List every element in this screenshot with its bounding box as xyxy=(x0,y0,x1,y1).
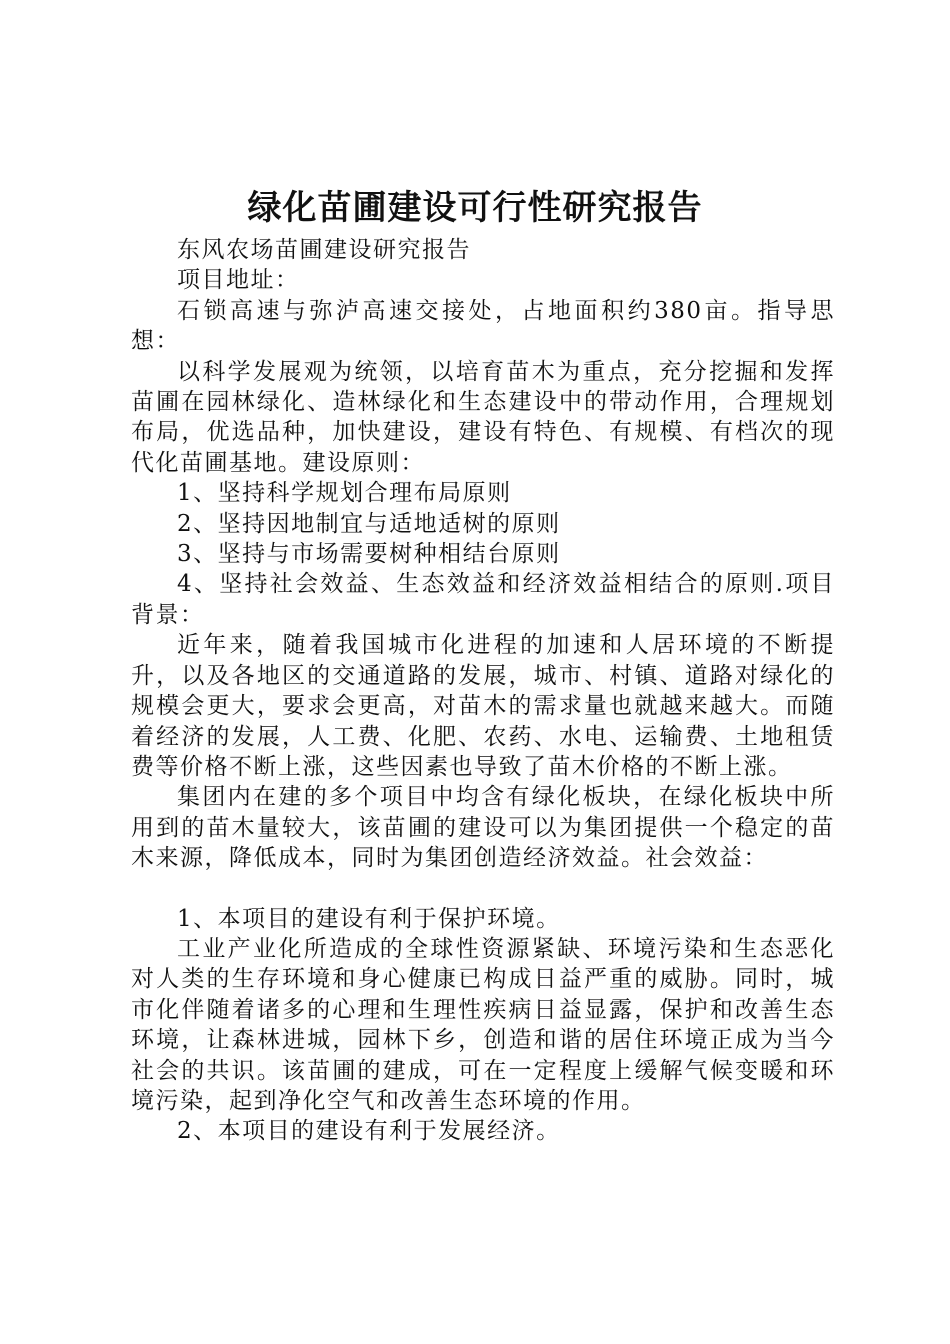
document-title: 绿化苗圃建设可行性研究报告 xyxy=(247,188,703,228)
paragraph: 以科学发展观为统领，以培育苗木为重点，充分挖掘和发挥苗圃在园林绿化、造林绿化和生态建设中的带动作用，合理规划布局，优选品种，加快建设，建设有特色、有规模、有档次的现代化苗圃基地。建设原则： xyxy=(131,358,835,476)
paragraph: 石锁高速与弥泸高速交接处，占地面积约380亩。指导思想： xyxy=(131,297,835,355)
paragraph: 近年来，随着我国城市化进程的加速和人居环境的不断提升，以及各地区的交通道路的发展，城市、村镇、道路对绿化的规模会更大，要求会更高，对苗木的需求量也就越来越大。而随着经济的发展，人工费、化肥、农药、水电、运输费、土地租赁费等价格不断上涨，这些因素也导致了苗木价格的不断上涨。 xyxy=(131,632,835,780)
paragraph: 工业产业化所造成的全球性资源紧缺、环境污染和生态恶化对人类的生存环境和身心健康已构成日益严重的威胁。同时，城市化伴随着诸多的心理和生理性疾病日益显露，保护和改善生态环境，让森林进城，园林下乡，创造和谐的居住环境正成为当今社会的共识。该苗圃的建成，可在一定程度上缓解气候变暖和环境污染，起到净化空气和改善生态环境的作用。 xyxy=(131,935,835,1114)
paragraph: 3、坚持与市场需要树种相结台原则 xyxy=(177,541,561,568)
paragraph: 2、坚持因地制宜与适地适树的原则 xyxy=(177,510,561,537)
paragraph: 东风农场苗圃建设研究报告 xyxy=(177,237,471,263)
paragraph: 1、本项目的建设有利于保护环境。 xyxy=(177,905,561,932)
paragraph: 项目地址： xyxy=(177,267,300,294)
paragraph: 1、坚持科学规划合理布局原则 xyxy=(177,480,512,507)
paragraph: 2、本项目的建设有利于发展经济。 xyxy=(177,1118,561,1145)
paragraph: 4、坚持社会效益、生态效益和经济效益相结合的原则.项目背景： xyxy=(131,571,835,628)
paragraph: 集团内在建的多个项目中均含有绿化板块，在绿化板块中所用到的苗木量较大，该苗圃的建设可以为集团提供一个稳定的苗木来源，降低成本，同时为集团创造经济效益。社会效益： xyxy=(131,784,835,872)
document-body xyxy=(131,235,835,1147)
